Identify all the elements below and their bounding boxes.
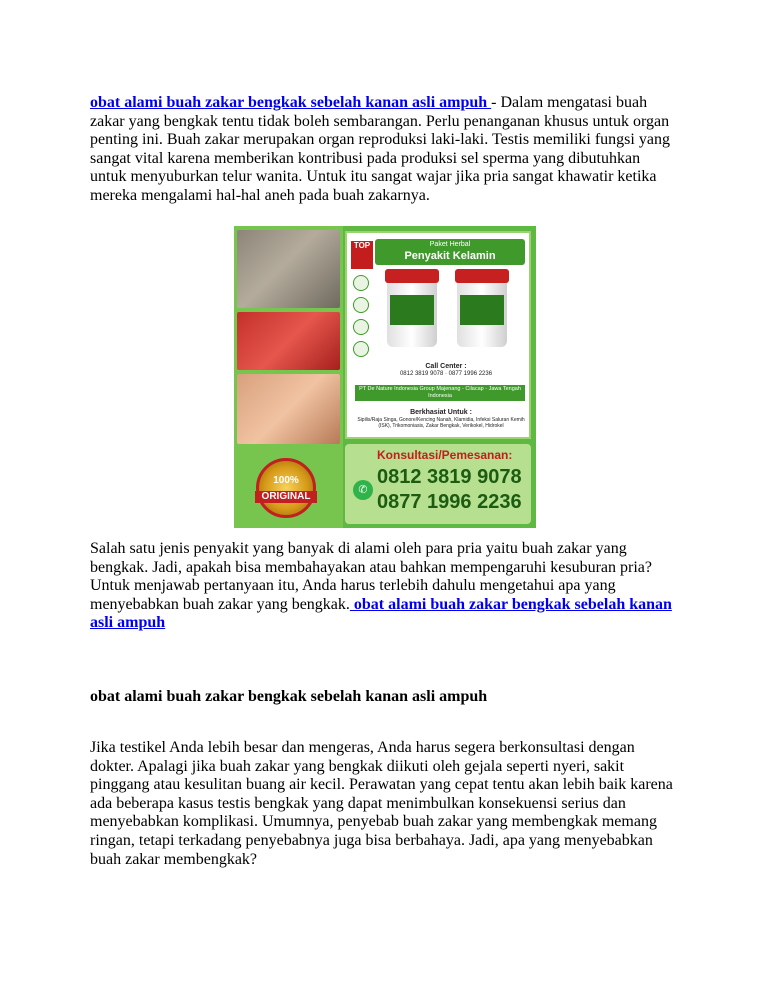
seal-percent: 100% — [273, 475, 299, 486]
intro-paragraph — [90, 94, 680, 206]
company-address: PT De Nature Indonesia Group Majenang - Cilacap - Jawa Tengah Indonesia — [355, 385, 525, 401]
banner-title: Penyakit Kelamin — [404, 250, 496, 262]
second-paragraph — [90, 540, 680, 633]
second-text: Salah satu jenis penyakit yang banyak di alami oleh para pria yaitu buah zakar yang bengkak. Jadi, apakah bisa membahayakan atau bahkan mempengaruhi kesuburan pria? Untuk menjawab pertanyaan itu, Anda harus terlebih dahulu mengetahui apa yang menyebabkan buah zakar yang bengkak. — [90, 540, 653, 613]
third-paragraph: Jika testikel Anda lebih besar dan mengeras, Anda harus segera berkonsultasi dengan dokter. Apalagi jika buah zakar yang bengkak diikuti oleh gejala seperti nyeri, sakit pinggang atau kesulitan buang air kecil. Perawatan yang cepat tentu akan lebih baik karena ada beberapa kasus testis bengkak yang dapat menimbulkan konsekuensi serius dan menyebabkan komplikasi. Umumnya, penyebab buah zakar yang membengkak memang ringan, tetapi terkadang penyebabnya juga bisa berbahaya. Jadi, apa yang menyebabkan buah zakar membengkak? — [90, 739, 673, 868]
call-center-label: Call Center : — [425, 363, 467, 370]
phone-number-2: 0877 1996 2236 — [377, 491, 522, 513]
certification-icon — [353, 297, 369, 313]
product-panel — [345, 231, 531, 439]
consultation-box — [345, 444, 531, 524]
whatsapp-icon: ✆ — [353, 480, 373, 500]
package-banner — [375, 239, 525, 265]
article-link[interactable]: obat alami buah zakar bengkak sebelah kanan asli ampuh — [90, 595, 672, 632]
article-link[interactable]: obat alami buah zakar bengkak sebelah kanan asli ampuh — [90, 94, 492, 111]
benefits-title: Berkhasiat Untuk : — [410, 409, 472, 416]
original-seal — [256, 458, 316, 518]
certification-icon — [353, 275, 369, 291]
call-center — [371, 363, 521, 378]
seal-label: ORIGINAL — [255, 491, 317, 503]
symptom-photo-column — [234, 226, 343, 528]
benefits-list — [353, 409, 529, 429]
product-ad-image — [234, 226, 536, 528]
certification-icon — [353, 341, 369, 357]
benefits-text: Sipilis/Raja Singa, Gonore/Kencing Nanah, Klamidia, Infeksi Saluran Kemih (ISK), Trikomoniasis, Zakar Bengkak, Verikokel, Hidrokel — [357, 417, 525, 429]
phone-number-1: 0812 3819 9078 — [377, 466, 522, 488]
product-jar-icon — [457, 277, 507, 347]
symptom-photo — [237, 230, 340, 308]
consultation-label: Konsultasi/Pemesanan: — [377, 448, 513, 462]
symptom-photo — [237, 312, 340, 370]
section-heading: obat alami buah zakar bengkak sebelah kanan asli ampuh — [90, 688, 488, 705]
certification-icon — [353, 319, 369, 335]
intro-text: - Dalam mengatasi buah zakar yang bengkak tentu tidak boleh sembarangan. Perlu penanganan khusus untuk organ penting ini. Buah zakar merupakan organ reproduksi laki-laki. Testis memiliki fungsi yang sangat vital karena memberikan kontribusi pada produksi sel sperma yang dibutuhkan untuk menyuburkan telur wanita. Untuk itu sangat wajar jika pria sangat khawatir ketika mereka mengalami hal-hal aneh pada buah zakarnya. — [90, 94, 670, 204]
top-badge: TOP — [351, 241, 373, 269]
symptom-photo — [237, 374, 340, 444]
product-jar-icon — [387, 277, 437, 347]
banner-subtitle: Paket Herbal — [429, 241, 471, 248]
call-center-numbers: 0812 3819 9078 · 0877 1996 2236 — [399, 371, 493, 377]
